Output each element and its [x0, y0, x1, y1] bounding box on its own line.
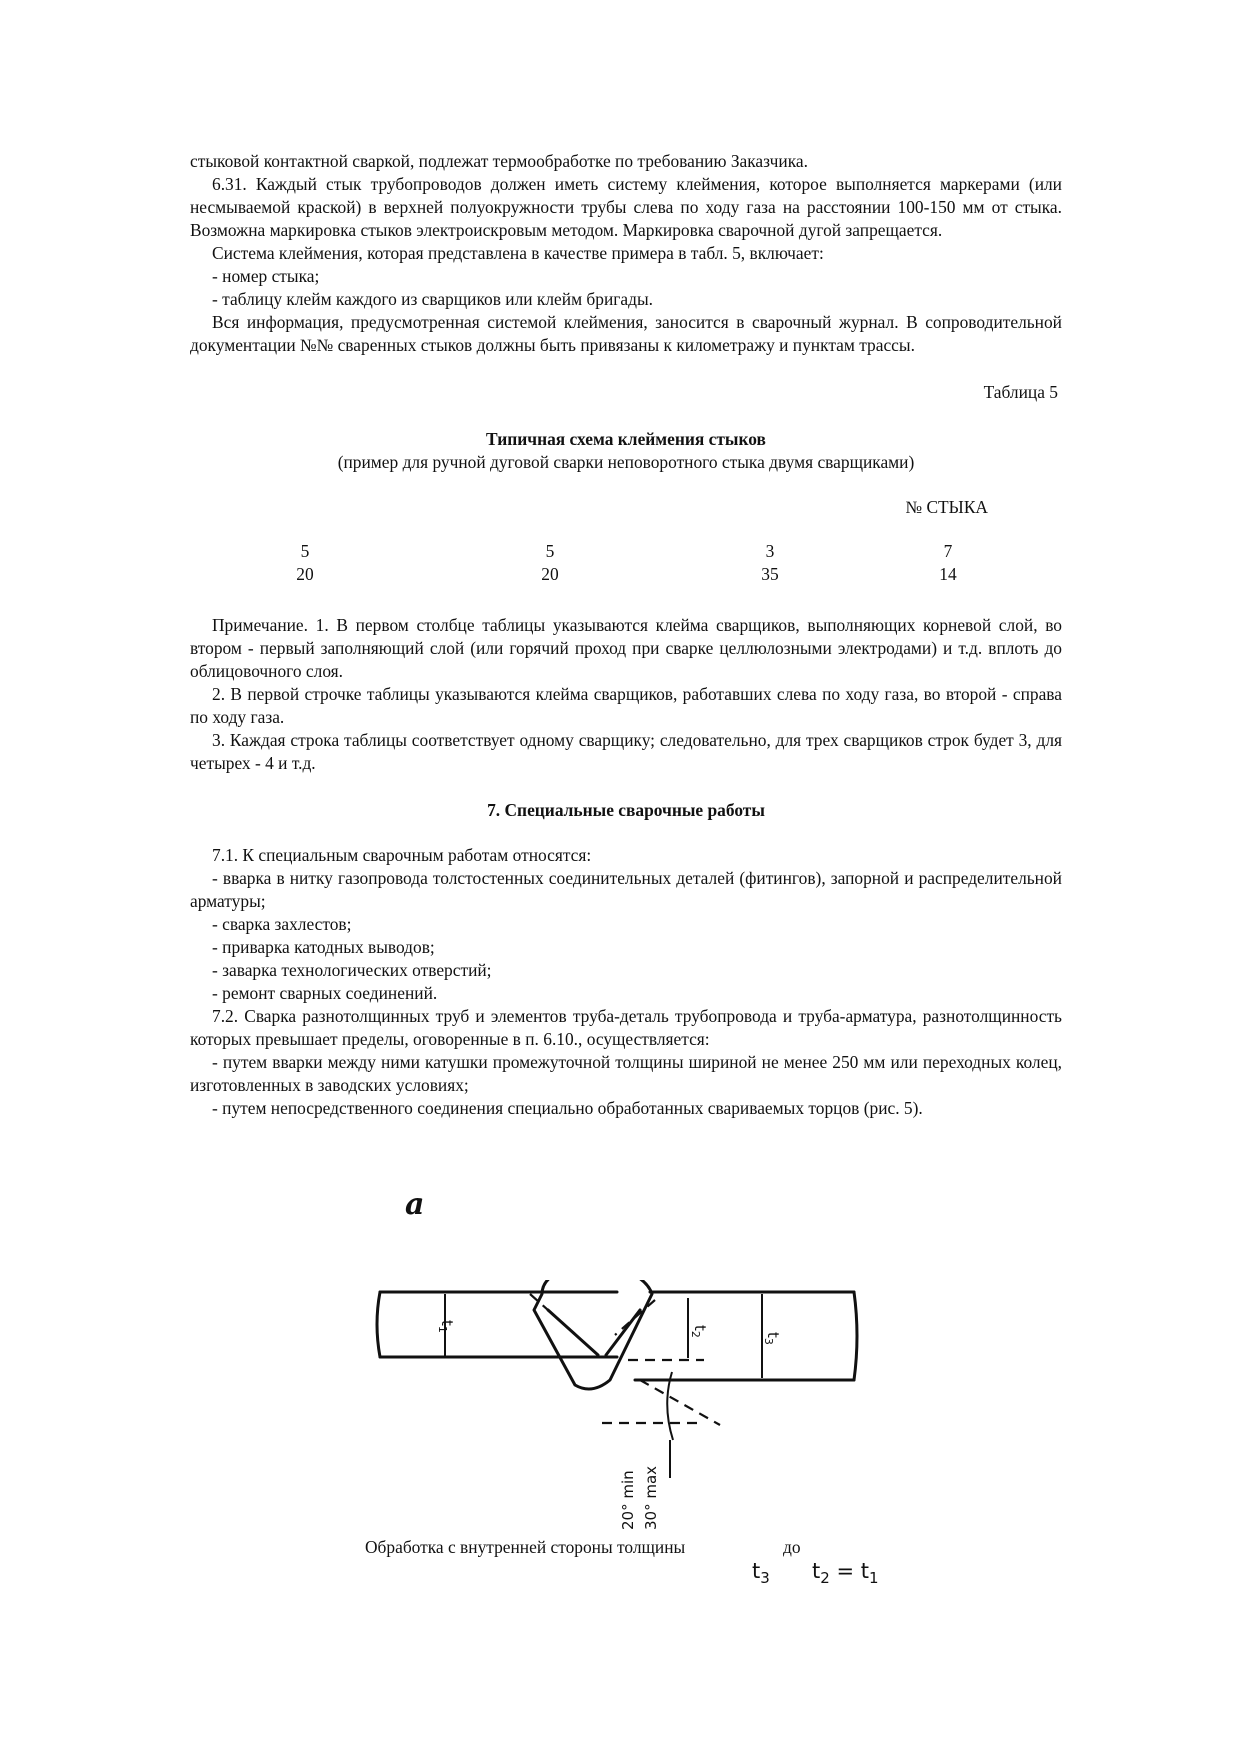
t2-label: $t_2$ [689, 1325, 709, 1338]
list-item: - сварка захлестов; [212, 914, 352, 934]
list-item: - путем вварки между ними катушки промежуточной толщины шириной не менее 250 мм или переходных колец, изготовленных в заводских условиях; [190, 1052, 1062, 1095]
paragraph: 7.1. К специальным сварочным работам относятся: [212, 845, 592, 865]
paragraph: Вся информация, предусмотренная системой клеймения, заносится в сварочный журнал. В сопроводительной документации №№ сваренных стыков должны быть привязаны к километражу и пунктам трассы. [190, 312, 1062, 355]
list-item: - таблицу клейм каждого из сварщиков или клейм бригады. [212, 289, 654, 309]
angle-min-label: 20° min [619, 1470, 637, 1530]
table-cell: 3 [765, 541, 775, 561]
weld-bead [534, 1280, 652, 1389]
note: 3. Каждая строка таблицы соответствует одному сварщику; следовательно, для трех сварщиков строк будет 3, для четырех - 4 и т.д. [190, 730, 1062, 773]
formula-t3: $t_3$ [752, 1559, 770, 1588]
note: Примечание. 1. В первом столбце таблицы указываются клейма сварщиков, выполняющих корневой слой, во втором - первый заполняющий слой (или горячий проход при сварке целлюлозными электродами) и т.д. вплоть до облицовочного слоя. [190, 615, 1062, 681]
table-cell: 7 [943, 541, 953, 561]
table-cell: 5 [545, 541, 555, 561]
table-column [913, 540, 983, 586]
paragraph: 7.2. Сварка разнотолщинных труб и элементов труба-деталь трубопровода и труба-арматура, разнотолщинность которых превышает пределы, оговоренные в п. 6.10., осуществляется: [190, 1006, 1062, 1049]
section-heading: 7. Специальные сварочные работы [487, 800, 765, 820]
table-column [735, 540, 805, 586]
caption-to: до [783, 1537, 801, 1557]
table-title: Типичная схема клеймения стыков [486, 429, 766, 449]
list-item: - путем непосредственного соединения специально обработанных свариваемых торцов (рис. 5). [212, 1098, 923, 1118]
table-column [270, 540, 340, 586]
figure-label: a [405, 1187, 425, 1222]
table-label: Таблица 5 [983, 382, 1058, 402]
marking-table [190, 540, 1062, 590]
table-cell: 14 [939, 564, 957, 584]
figure-caption [365, 1536, 801, 1559]
document-body [190, 150, 1062, 1120]
table-cell: 20 [541, 564, 559, 584]
angle-arc [667, 1372, 673, 1440]
table-subtitle: (пример для ручной дуговой сварки неповоротного стыка двумя сварщиками) [337, 452, 915, 472]
right-pipe-end [854, 1292, 857, 1380]
list-item: - вварка в нитку газопровода толстостенных соединительных деталей (фитингов), запорной и распределительной арматуры; [190, 868, 1062, 911]
joint-number-label: № СТЫКА [905, 497, 988, 517]
t1-label: $t_1$ [436, 1320, 456, 1333]
list-item: - номер стыка; [212, 266, 320, 286]
paragraph: стыковой контактной сваркой, подлежат термообработке по требованию Заказчика. [190, 151, 808, 171]
list-item: - ремонт сварных соединений. [212, 983, 438, 1003]
angle-max-label: 30° max [642, 1465, 660, 1530]
left-pipe-end [377, 1292, 380, 1357]
list-item: - заварка технологических отверстий; [212, 960, 492, 980]
paragraph: 6.31. Каждый стык трубопроводов должен иметь систему клеймения, которое выполняется маркерами (или несмываемой краской) в верхней полуокружности трубы слева по ходу газа на расстоянии 100-150 мм от стыка. Возможна маркировка стыков электроискровым методом. Маркировка сварочной дугой запрещается. [190, 174, 1062, 240]
note: 2. В первой строчке таблицы указываются клейма сварщиков, работавших слева по ходу газа, во второй - справа по ходу газа. [190, 684, 1062, 727]
formula-t2-equals-t1: $t_2 = t_1$ [812, 1559, 879, 1588]
table-cell: 35 [761, 564, 779, 584]
table-column [515, 540, 585, 586]
paragraph: Система клеймения, которая представлена в качестве примера в табл. 5, включает: [212, 243, 824, 263]
table-cell: 20 [296, 564, 314, 584]
t3-label: $t_3$ [762, 1332, 782, 1345]
table-notes [190, 614, 1062, 775]
angle-guide [640, 1380, 720, 1425]
list-item: - приварка катодных выводов; [212, 937, 435, 957]
weld-joint-figure [370, 1280, 870, 1535]
table-cell: 5 [300, 541, 310, 561]
caption-text: Обработка с внутренней стороны толщины [365, 1537, 686, 1557]
